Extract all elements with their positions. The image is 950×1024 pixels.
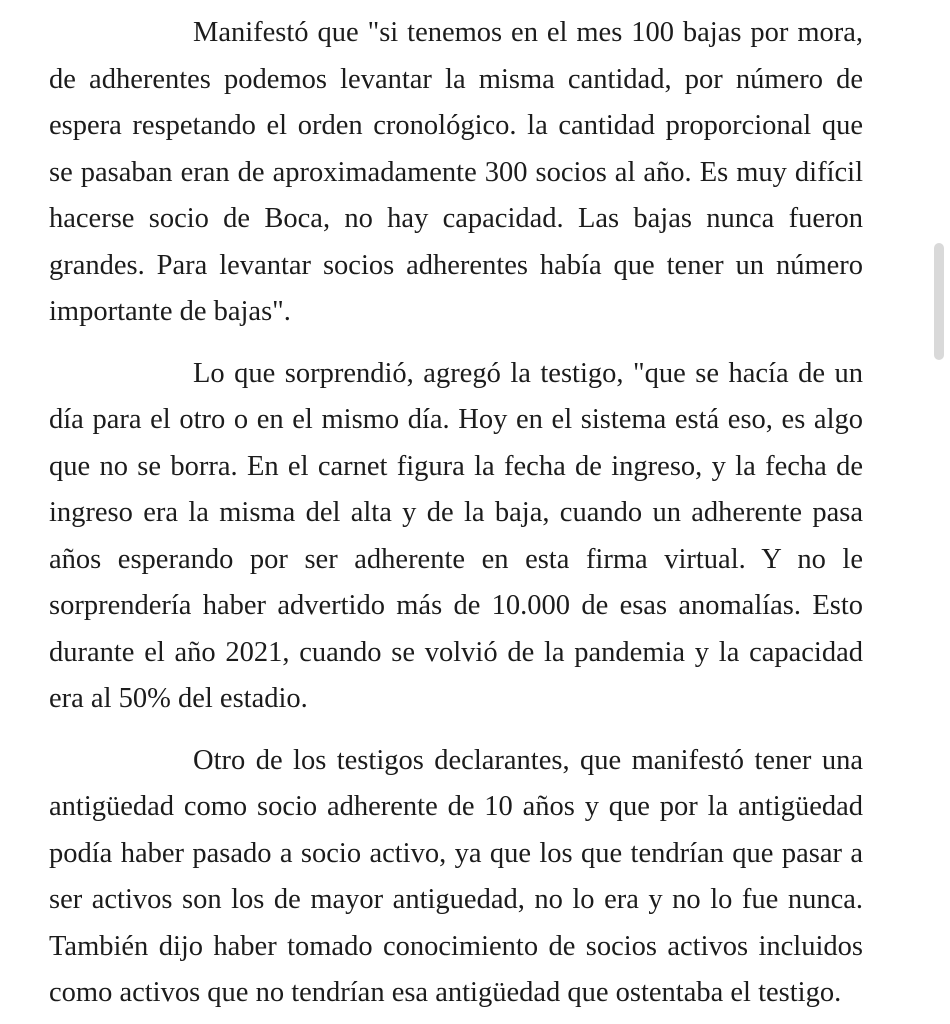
paragraph-3: Otro de los testigos declarantes, que manifestó tener una antigüedad como socio adherente de 10 años y que por la antigüedad podía haber pasado a socio activo, ya que los que tendrían que pasar a ser activos son los de mayor antiguedad, no lo era y no lo fue nunca. También dijo haber tomado conocimiento de socios activos incluidos como activos que no tendrían esa antigüedad que ostentaba el testigo. <box>49 744 863 1008</box>
paragraph-1: Manifestó que "si tenemos en el mes 100 bajas por mora, de adherentes podemos levantar la misma cantidad, por número de espera respetando el orden cronológico. la cantidad proporcional que se pasaban eran de aproximadamente 300 socios al año. Es muy difícil hacerse socio de Boca, no hay capacidad. Las bajas nunca fueron grandes. Para levantar socios adherentes había que tener un número importante de bajas". <box>49 17 863 327</box>
paragraph-2: Lo que sorprendió, agregó la testigo, "que se hacía de un día para el otro o en el mismo día. Hoy en el sistema está eso, es algo que no se borra. En el carnet figura la fecha de ingreso, y la fecha de ingreso era la misma del alta y de la baja, cuando un adherente pasa años esperando por ser adherente en esta firma virtual. Y no le sorprendería haber advertido más de 10.000 de esas anomalías. Esto durante el año 2021, cuando se volvió de la pandemia y la capacidad era al 50% del estadio. <box>49 357 863 714</box>
scrollbar-thumb[interactable] <box>934 243 944 360</box>
